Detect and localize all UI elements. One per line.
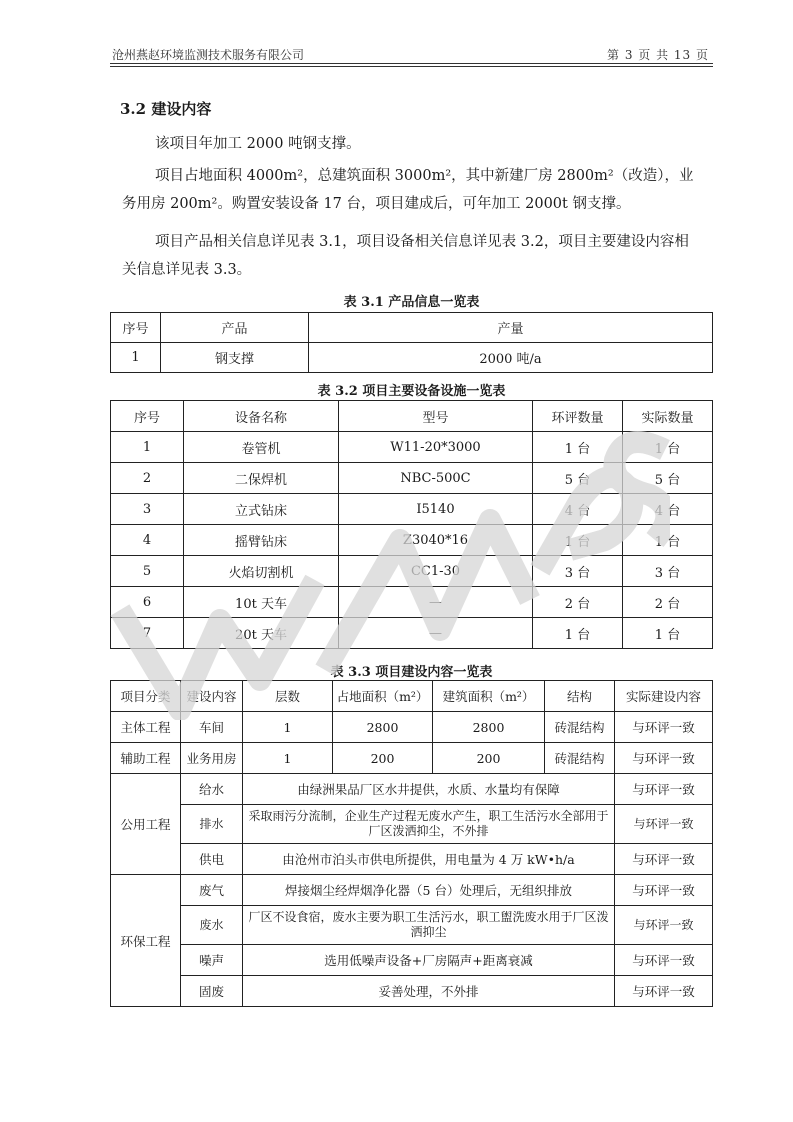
table-cell: 选用低噪声设备+厂房隔声+距离衰减	[243, 945, 615, 976]
header-cell: 建设内容	[181, 681, 243, 712]
table-header-row	[111, 681, 713, 712]
table-row	[111, 875, 713, 906]
table-cell: 2 台	[623, 587, 713, 618]
header-cell: 设备名称	[184, 401, 339, 432]
table-cell: 1 台	[533, 618, 623, 649]
table-3-1-caption: 表 3.1 产品信息一览表	[343, 295, 480, 310]
page-number: 第 3 页 共 13 页	[607, 48, 709, 62]
header-cell: 实际建设内容	[615, 681, 713, 712]
category-cell: 环保工程	[111, 875, 181, 1007]
table-cell: 火焰切割机	[184, 556, 339, 587]
table-cell: 辅助工程	[111, 743, 181, 774]
table-cell: 卷管机	[184, 432, 339, 463]
table-cell: 20t 天车	[184, 618, 339, 649]
header-rule-double	[110, 66, 713, 67]
category-cell: 公用工程	[111, 774, 181, 875]
table-cell: 与环评一致	[615, 844, 713, 875]
table-header-row	[111, 313, 713, 343]
table-cell: 1	[111, 432, 184, 463]
table-cell: 4	[111, 525, 184, 556]
table-row	[111, 494, 713, 525]
table-cell: 2800	[433, 712, 545, 743]
table-cell: 1 台	[533, 432, 623, 463]
table-cell: 主体工程	[111, 712, 181, 743]
table-cell: 焊接烟尘经焊烟净化器（5 台）处理后，无组织排放	[243, 875, 615, 906]
header-cell: 产品	[161, 313, 309, 343]
table-cell: 200	[433, 743, 545, 774]
table-3-3-caption: 表 3.3 项目建设内容一览表	[330, 665, 493, 680]
table-cell: 1 台	[623, 618, 713, 649]
table-cell: 砖混结构	[545, 743, 615, 774]
construction-table	[110, 680, 713, 1007]
table-row	[111, 556, 713, 587]
table-cell: 2	[111, 463, 184, 494]
table-cell: 10t 天车	[184, 587, 339, 618]
table-3-2-caption: 表 3.2 项目主要设备设施一览表	[317, 384, 506, 399]
table-row	[111, 976, 713, 1007]
header-cell: 序号	[111, 313, 161, 343]
table-row	[111, 343, 713, 373]
table-cell: 采取雨污分流制，企业生产过程无废水产生，职工生活污水全部用于厂区泼洒抑尘，不外排	[243, 805, 615, 844]
table-cell: 7	[111, 618, 184, 649]
table-cell: 二保焊机	[184, 463, 339, 494]
table-cell: 4 台	[623, 494, 713, 525]
table-header-row	[111, 401, 713, 432]
table-cell: 3 台	[533, 556, 623, 587]
table-cell: —	[339, 587, 533, 618]
table-cell: 1 台	[623, 525, 713, 556]
table-row	[111, 587, 713, 618]
table-cell: 与环评一致	[615, 712, 713, 743]
table-cell: 1	[243, 712, 333, 743]
table-row	[111, 844, 713, 875]
table-cell: 与环评一致	[615, 945, 713, 976]
table-row	[111, 743, 713, 774]
table-cell: I5140	[339, 494, 533, 525]
table-cell: 与环评一致	[615, 976, 713, 1007]
table-cell: 3	[111, 494, 184, 525]
table-cell: 废水	[181, 906, 243, 945]
table-row	[111, 525, 713, 556]
header-cell: 产量	[309, 313, 713, 343]
table-row	[111, 774, 713, 805]
section-title: 3.2 建设内容	[120, 100, 212, 118]
table-cell: 2 台	[533, 587, 623, 618]
table-cell: 5 台	[623, 463, 713, 494]
table-cell: 排水	[181, 805, 243, 844]
paragraph-output: 该项目年加工 2000 吨钢支撑。	[155, 136, 361, 152]
table-cell: 钢支撑	[161, 343, 309, 373]
table-cell: 由沧州市泊头市供电所提供，用电量为 4 万 kW•h/a	[243, 844, 615, 875]
table-cell: 业务用房	[181, 743, 243, 774]
table-row	[111, 945, 713, 976]
table-row	[111, 906, 713, 945]
table-cell: 4 台	[533, 494, 623, 525]
table-cell: 砖混结构	[545, 712, 615, 743]
table-cell: 与环评一致	[615, 805, 713, 844]
table-row	[111, 805, 713, 844]
table-cell: 摇臂钻床	[184, 525, 339, 556]
table-cell: 与环评一致	[615, 774, 713, 805]
paragraph-table-refs: 项目产品相关信息详见表 3.1，项目设备相关信息详见表 3.2，项目主要建设内容相关信息详见表 3.3。	[122, 234, 689, 278]
table-cell: 给水	[181, 774, 243, 805]
table-cell: 1	[111, 343, 161, 373]
header-cell: 序号	[111, 401, 184, 432]
table-cell: 与环评一致	[615, 743, 713, 774]
table-cell: W11-20*3000	[339, 432, 533, 463]
paragraph-area: 项目占地面积 4000m²，总建筑面积 3000m²，其中新建厂房 2800m²（改造），业务用房 200m²。购置安装设备 17 台，项目建成后，可年加工 2000t 钢支撑。	[122, 168, 694, 212]
table-cell: 固废	[181, 976, 243, 1007]
table-cell: 5	[111, 556, 184, 587]
table-cell: 5 台	[533, 463, 623, 494]
table-cell: —	[339, 618, 533, 649]
table-cell: 6	[111, 587, 184, 618]
table-row	[111, 463, 713, 494]
header-cell: 层数	[243, 681, 333, 712]
table-cell: 废气	[181, 875, 243, 906]
table-cell: 立式钻床	[184, 494, 339, 525]
table-cell: 1	[243, 743, 333, 774]
table-cell: CC1-30	[339, 556, 533, 587]
table-cell: 1 台	[533, 525, 623, 556]
table-cell: 噪声	[181, 945, 243, 976]
table-row	[111, 618, 713, 649]
product-table	[110, 312, 713, 373]
equipment-table	[110, 400, 713, 649]
table-cell: 200	[333, 743, 433, 774]
table-cell: 1 台	[623, 432, 713, 463]
table-cell: 车间	[181, 712, 243, 743]
header-cell: 环评数量	[533, 401, 623, 432]
header-cell: 项目分类	[111, 681, 181, 712]
table-cell: 2000 吨/a	[309, 343, 713, 373]
table-cell: 2800	[333, 712, 433, 743]
page-header	[110, 44, 713, 64]
table-cell: 供电	[181, 844, 243, 875]
table-row	[111, 432, 713, 463]
header-cell: 建筑面积（m²）	[433, 681, 545, 712]
table-cell: NBC-500C	[339, 463, 533, 494]
table-cell: 厂区不设食宿，废水主要为职工生活污水，职工盥洗废水用于厂区泼洒抑尘	[243, 906, 615, 945]
table-cell: 3 台	[623, 556, 713, 587]
table-row	[111, 712, 713, 743]
header-rule	[110, 63, 713, 64]
table-cell: Z3040*16	[339, 525, 533, 556]
header-cell: 占地面积（m²）	[333, 681, 433, 712]
header-cell: 结构	[545, 681, 615, 712]
table-cell: 与环评一致	[615, 906, 713, 945]
header-cell: 实际数量	[623, 401, 713, 432]
table-cell: 妥善处理，不外排	[243, 976, 615, 1007]
table-cell: 由绿洲果品厂区水井提供，水质、水量均有保障	[243, 774, 615, 805]
header-cell: 型号	[339, 401, 533, 432]
table-cell: 与环评一致	[615, 875, 713, 906]
company-name: 沧州燕赵环境监测技术服务有限公司	[112, 48, 305, 62]
